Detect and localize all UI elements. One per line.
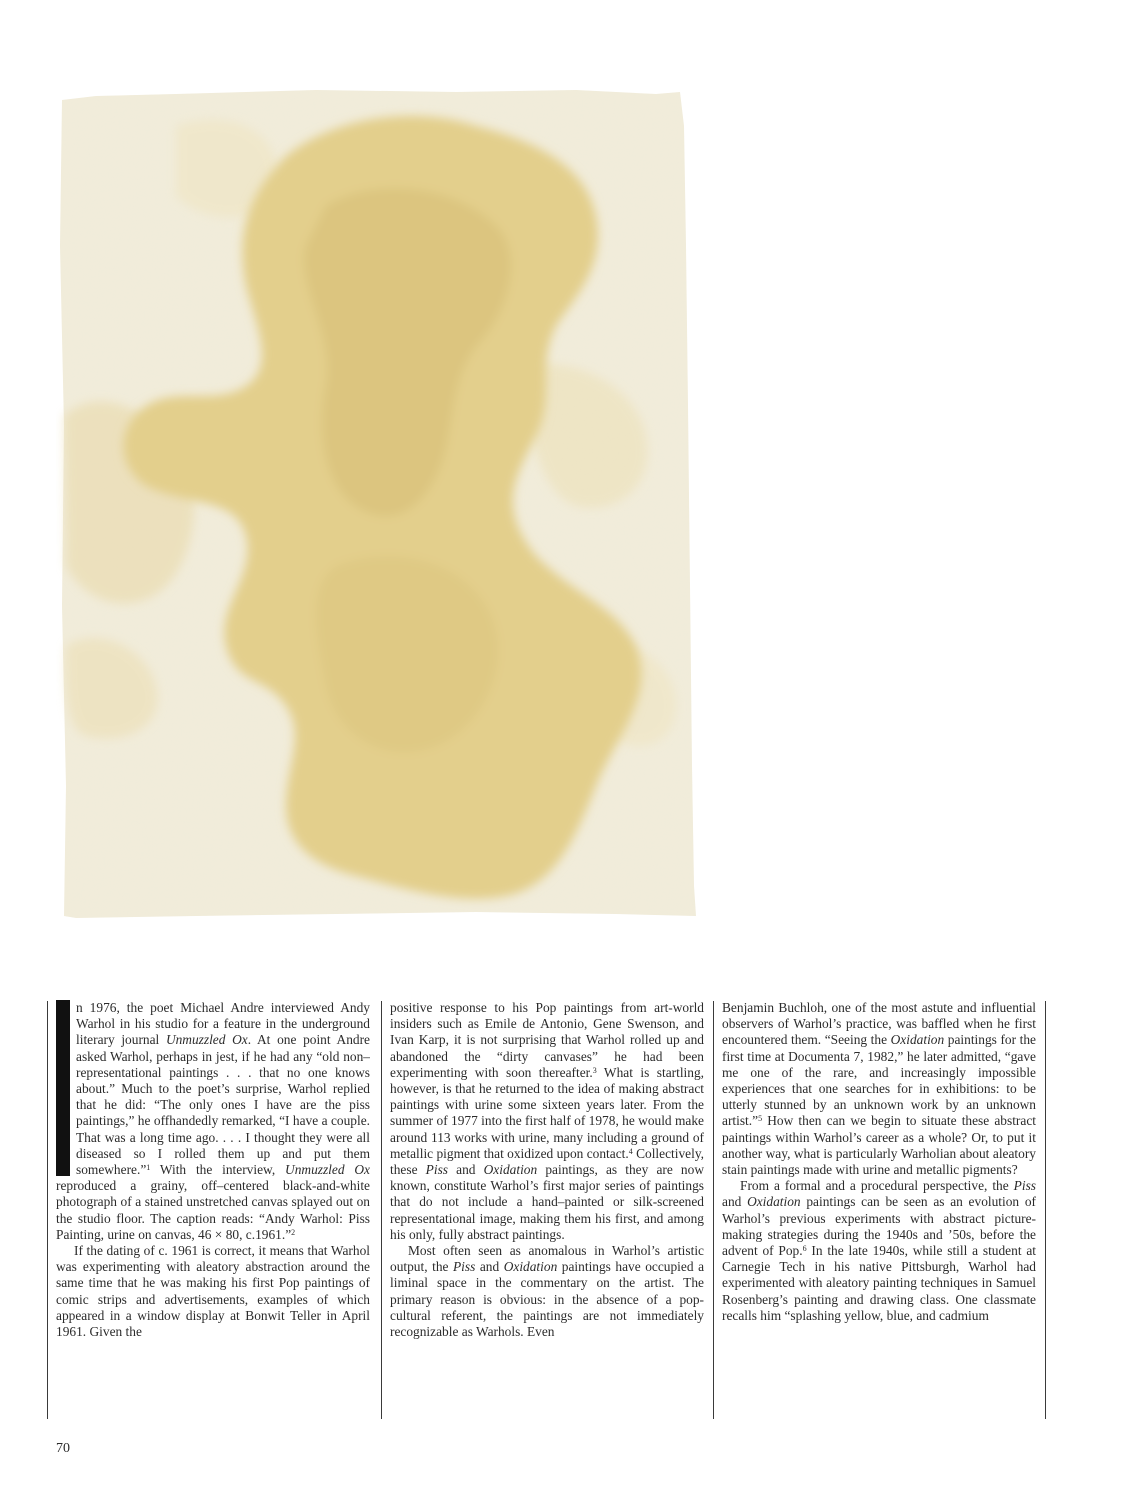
paragraph: If the dating of c. 1961 is correct, it means that Warhol was experimenting with aleatory abstraction around the same time that he was making his first Pop paintings of comic strips and advertisements, examples of which appeared in a window display at Bonwit Teller in April 1961. Given the xyxy=(56,1243,370,1340)
column-rule xyxy=(713,1001,714,1419)
text-column-1 xyxy=(56,1000,370,1418)
text-column-3 xyxy=(722,1000,1036,1418)
paragraph: From a formal and a procedural perspective, the Piss and Oxidation paintings can be seen as an evolution of Warhol’s previous experiments with abstract picture-making strategies during the 1940s and ’50s, before the advent of Pop.$^6$ In the late 1940s, while still a student at Carnegie Tech in his native Pittsburgh, Warhol had experimented with aleatory painting techniques in Samuel Rosenberg’s painting and drawing class. One classmate recalls him “splashing yellow, blue, and cadmium xyxy=(722,1178,1036,1323)
column-rule xyxy=(381,1001,382,1419)
column-rule xyxy=(1045,1001,1046,1419)
piss-painting-image xyxy=(56,86,714,920)
artwork-image xyxy=(56,86,714,920)
page-number: 70 xyxy=(56,1441,70,1456)
drop-cap-i xyxy=(56,1000,70,1176)
paragraph: Benjamin Buchloh, one of the most astute and influential observers of Warhol’s practice, was baffled when he first encountered them. “Seeing the Oxidation paintings for the first time at Documenta 7, 1982,” he later admitted, “gave me one of the rare, and increasingly impossible experiences that one searches for in exhibitions: to be utterly stunned by an unknown work by an unknown artist.”$^5$ How then can we begin to situate these abstract paintings within Warhol’s career as a whole? Or, to put it another way, what is particularly Warholian about aleatory stain paintings made with urine and metallic pigments? xyxy=(722,1000,1036,1178)
paragraph: Most often seen as anomalous in Warhol’s artistic output, the Piss and Oxidation paintings have occupied a liminal space in the commentary on the artist. The primary reason is obvious: in the absence of a pop-cultural referent, the paintings are not immediately recognizable as Warhols. Even xyxy=(390,1243,704,1340)
text-column-2 xyxy=(390,1000,704,1418)
column-rule xyxy=(47,1001,48,1419)
paragraph: n 1976, the poet Michael Andre interviewed Andy Warhol in his studio for a feature in the underground literary journal Unmuzzled Ox. At one point Andre asked Warhol, perhaps in jest, if he had any “old non–representational paintings . . . that no one knows about.” Much to the poet’s surprise, Warhol replied that he did: “The only ones I have are the piss paintings,” he offhandedly remarked, “I have a couple. That was a long time ago. . . . I thought they were all diseased so I rolled them up and put them somewhere.”$^1$ With the interview, Unmuzzled Ox reproduced a grainy, off–centered black-and-white photograph of a stained unstretched canvas splayed out on the studio floor. The caption reads: “Andy Warhol: Piss Painting, urine on canvas, 46 × 80, c.1961.”$^2$ xyxy=(56,1000,370,1242)
paragraph: positive response to his Pop paintings from art-world insiders such as Emile de Antonio, Gene Swenson, and Ivan Karp, it is not surprising that Warhol rolled up and abandoned the “dirty canvases” he had been experimenting with soon thereafter.$^3$ What is startling, however, is that he returned to the idea of making abstract paintings with urine some sixteen years later. From the summer of 1977 into the first half of 1978, he would make around 113 works with urine, many including a ground of metallic pigment that oxidized upon contact.$^4$ Collectively, these Piss and Oxidation paintings, as they are now known, constitute Warhol’s first major series of paintings that do not include a hand–painted or silk-screened representational image, making them his first, and among his only, fully abstract paintings. xyxy=(390,1000,704,1242)
